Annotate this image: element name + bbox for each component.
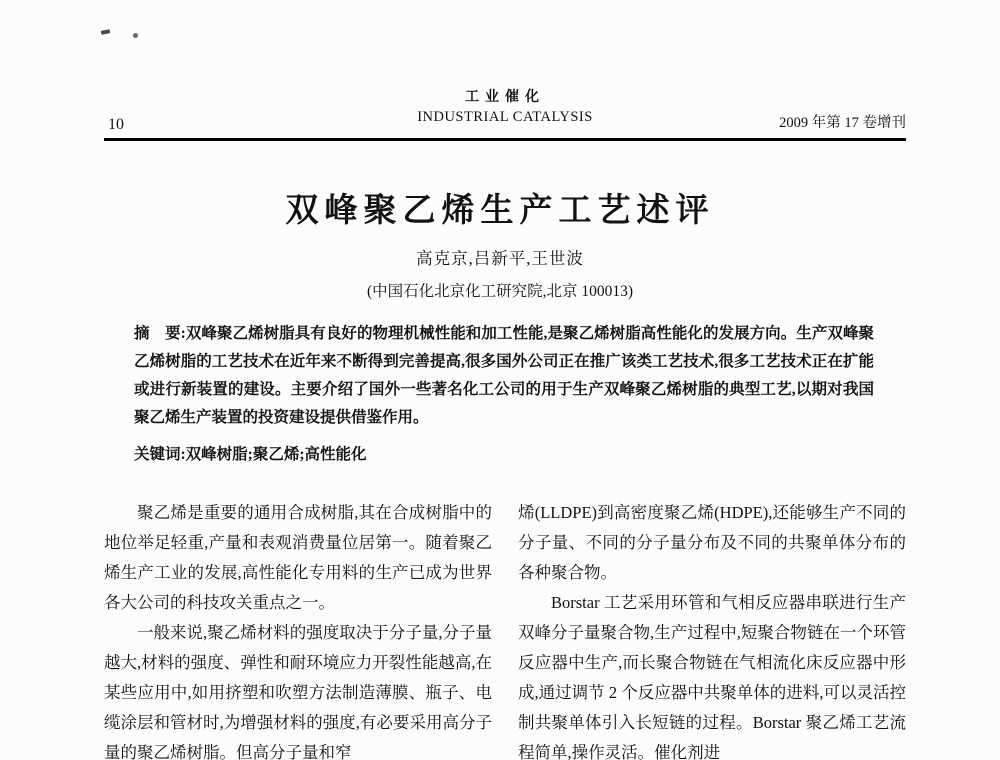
keywords-text: 双峰树脂;聚乙烯;高性能化 — [185, 446, 367, 463]
article-title: 双峰聚乙烯生产工艺述评 — [285, 193, 715, 229]
left-column — [104, 498, 492, 760]
keywords-label: 关键词: — [134, 446, 186, 463]
paragraph: Borstar 工艺采用环管和气相反应器串联进行生产双峰分子量聚合物,生产过程中,短聚合物链在一个环管反应器中生产,而长聚合物链在气相流化床反应器中形成,通过调节 2 个反应器中共聚单体的进料,可以灵活控制共聚单体引入长短链的过程。Borstar 聚乙烯工艺流程简单,操作灵活。催化剂进 — [518, 593, 906, 760]
article-authors: 高克京,吕新平,王世波 — [416, 249, 584, 268]
abstract — [134, 320, 874, 432]
scan-artifact — [101, 29, 111, 35]
journal-title-cn: 工业催化 — [465, 90, 545, 105]
abstract-label: 摘 要: — [134, 325, 186, 342]
paragraph: 聚乙烯是重要的通用合成树脂,其在合成树脂中的地位举足轻重,产量和表观消费量位居第一。随着聚乙烯生产工业的发展,高性能化专用料的生产已成为世界各大公司的科技攻关重点之一。 — [104, 503, 492, 612]
article-affiliation: (中国石化北京化工研究院,北京 100013) — [366, 283, 634, 300]
right-column — [518, 498, 906, 760]
issue-label: 2009 年第 17 卷增刊 — [779, 115, 906, 131]
abstract-block — [134, 320, 874, 469]
paragraph: 一般来说,聚乙烯材料的强度取决于分子量,分子量越大,材料的强度、弹性和耐环境应力开裂性能越高,在某些应用中,如用挤塑和吹塑方法制造薄膜、瓶子、电缆涂层和管材时,为增强材料的强度,有必要采用高分子量的聚乙烯树脂。但高分子量和窄 — [104, 623, 492, 760]
page-header — [104, 86, 906, 132]
journal-title-en: INDUSTRIAL CATALYSIS — [417, 109, 593, 125]
keywords — [134, 441, 874, 469]
abstract-text: 双峰聚乙烯树脂具有良好的物理机械性能和加工性能,是聚乙烯树脂高性能化的发展方向。生产双峰聚乙烯树脂的工艺技术在近年来不断得到完善提高,很多国外公司正在推广该类工艺技术,很多工艺技术正在扩能或进行新装置的建设。主要介绍了国外一些著名化工公司的用于生产双峰聚乙烯树脂的典型工艺,以期对我国聚乙烯生产装置的投资建设提供借鉴作用。 — [134, 325, 874, 426]
header-rule — [104, 138, 906, 141]
page-number: 10 — [108, 116, 124, 133]
scan-artifact — [133, 33, 138, 38]
body-columns — [104, 498, 906, 760]
paragraph: 烯(LLDPE)到高密度聚乙烯(HDPE),还能够生产不同的分子量、不同的分子量分布及不同的共聚单体分布的各种聚合物。 — [518, 503, 906, 582]
